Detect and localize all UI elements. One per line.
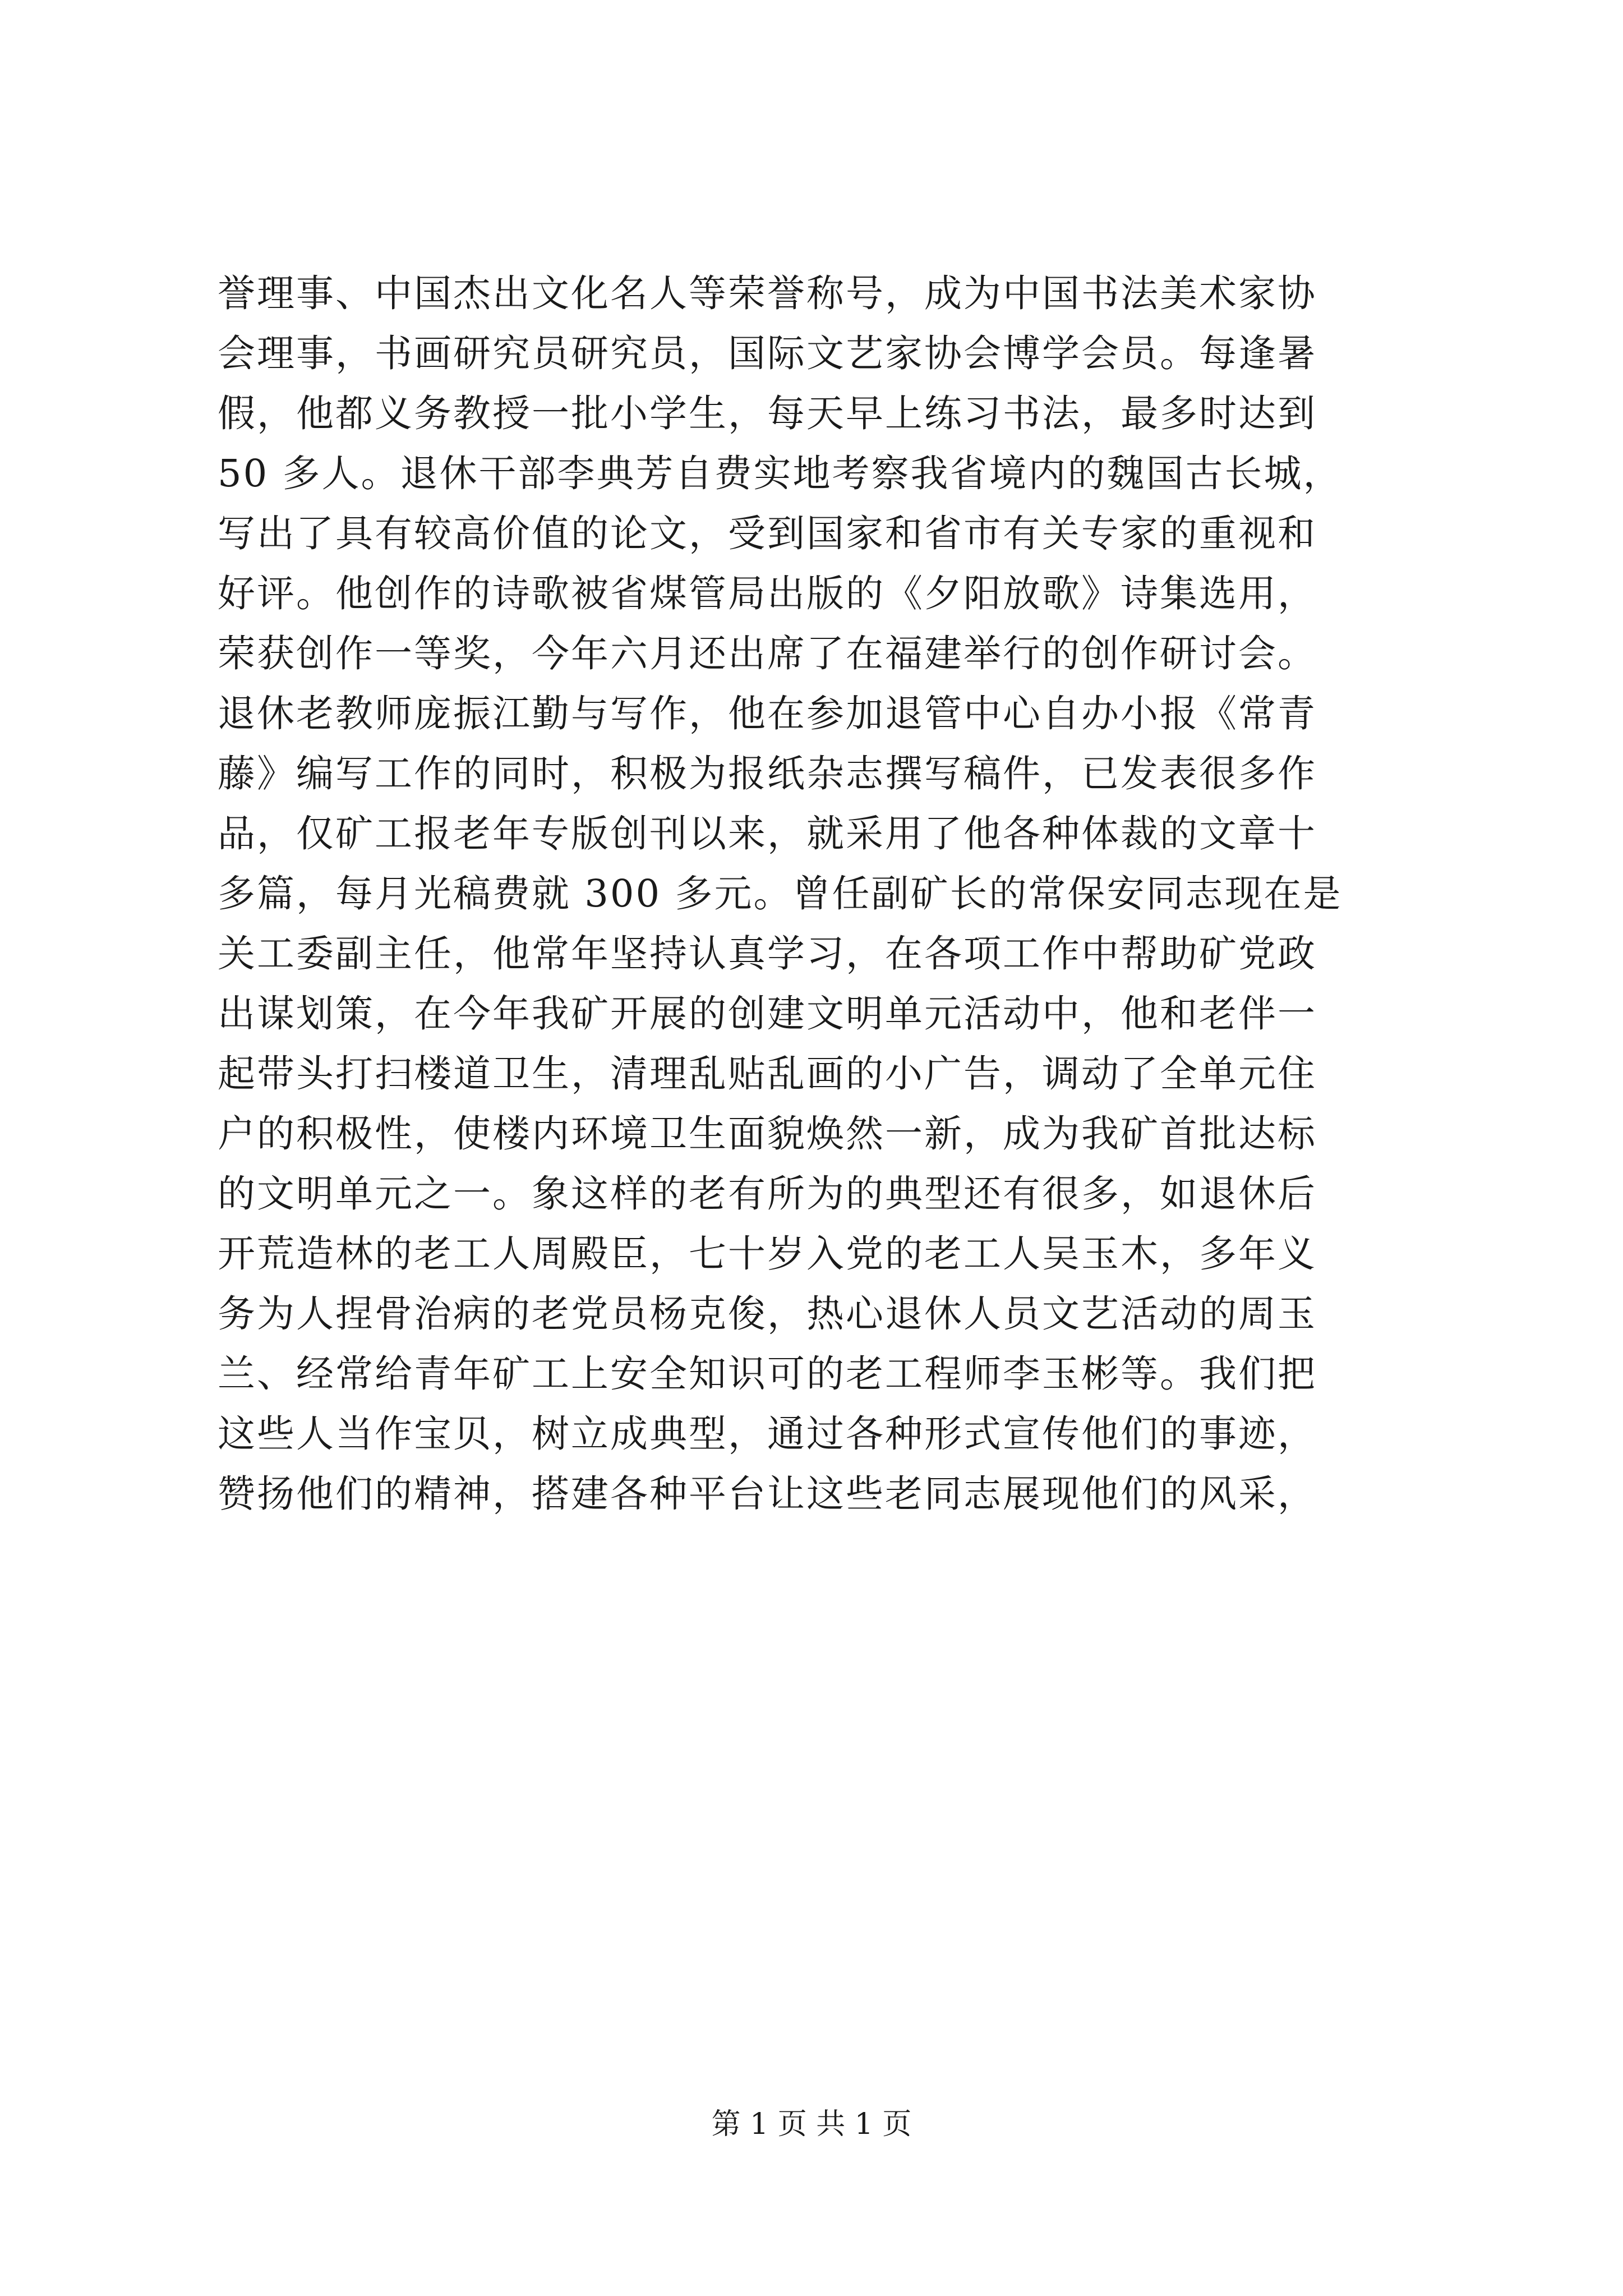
text-line: 出谋划策，在今年我矿开展的创建文明单元活动中，他和老伴一 [218, 992, 1317, 1036]
text-line: 荣获创作一等奖，今年六月还出席了在福建举行的创作研讨会。 [218, 632, 1317, 675]
text-line: 务为人捏骨治病的老党员杨克俊，热心退休人员文艺活动的周玉 [218, 1292, 1317, 1336]
text-line: 写出了具有较高价值的论文，受到国家和省市有关专家的重视和 [218, 512, 1317, 555]
text-line: 赞扬他们的精神，搭建各种平台让这些老同志展现他们的风采， [218, 1472, 1317, 1516]
text-line: 50 多人。退休干部李典芳自费实地考察我省境内的魏国古长城， [218, 452, 1343, 495]
text-line: 的文明单元之一。象这样的老有所为的典型还有很多，如退休后 [218, 1172, 1317, 1216]
text-line: 兰、经常给青年矿工上安全知识可的老工程师李玉彬等。我们把 [218, 1352, 1317, 1396]
text-line: 好评。他创作的诗歌被省煤管局出版的《夕阳放歌》诗集选用， [218, 572, 1317, 615]
text-line: 誉理事、中国杰出文化名人等荣誉称号，成为中国书法美术家协 [218, 272, 1317, 315]
text-line: 藤》编写工作的同时，积极为报纸杂志撰写稿件，已发表很多作 [218, 752, 1317, 795]
page-footer [0, 2105, 1623, 2144]
text-line: 关工委副主任，他常年坚持认真学习，在各项工作中帮助矿党政 [218, 932, 1317, 976]
text-line: 多篇，每月光稿费就 300 多元。曾任副矿长的常保安同志现在是 [218, 872, 1343, 915]
page-number-label: 第 1 页 共 1 页 [711, 2108, 912, 2141]
text-line: 会理事，书画研究员研究员，国际文艺家协会博学会员。每逢暑 [218, 332, 1317, 375]
text-line: 户的积极性，使楼内环境卫生面貌焕然一新，成为我矿首批达标 [218, 1112, 1317, 1156]
text-line: 起带头打扫楼道卫生，清理乱贴乱画的小广告，调动了全单元住 [218, 1052, 1317, 1096]
text-line: 假，他都义务教授一批小学生，每天早上练习书法，最多时达到 [218, 392, 1317, 435]
body-text [218, 264, 1418, 1524]
text-line: 品，仅矿工报老年专版创刊以来，就采用了他各种体裁的文章十 [218, 812, 1317, 855]
text-line: 退休老教师庞振江勤与写作，他在参加退管中心自办小报《常青 [218, 692, 1317, 735]
text-line: 开荒造林的老工人周殿臣，七十岁入党的老工人吴玉木，多年义 [218, 1232, 1317, 1276]
text-line: 这些人当作宝贝，树立成典型，通过各种形式宣传他们的事迹， [218, 1412, 1317, 1456]
